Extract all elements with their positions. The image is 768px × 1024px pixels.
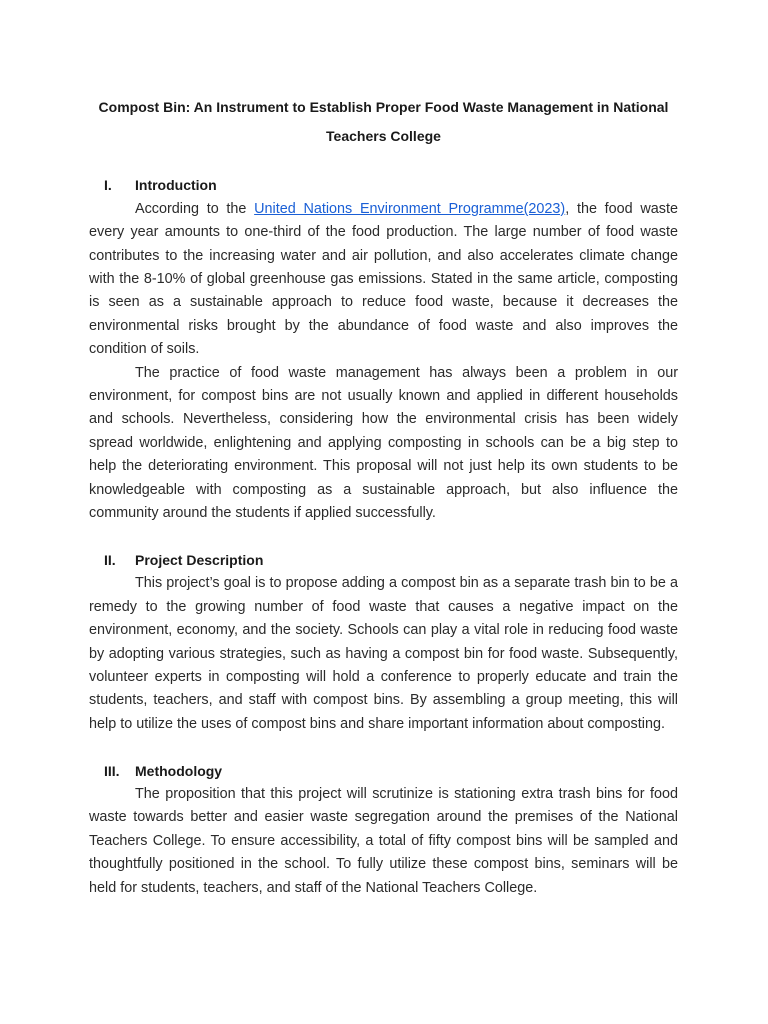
text: , the food waste every year amounts to one-third of the food production. The large number of food waste contributes to the increasing water and air pollution, and also accelerates climate change with the 8-10% of global greenhouse gas emissions. Stated in the same article, composting is seen as a sustainable approach to reduce food waste, because it decreases the environmental risks brought by the abundance of food waste and also improves the condition of soils. xyxy=(89,200,678,358)
section-title: Introduction xyxy=(135,177,217,194)
section-numeral: III. xyxy=(104,762,120,779)
section-heading-introduction xyxy=(89,174,678,197)
section-numeral: I. xyxy=(104,177,112,194)
section-heading-methodology xyxy=(89,760,678,783)
section-title: Methodology xyxy=(135,762,223,779)
intro-paragraph-2: The practice of food waste management has always been a problem in our environment, for compost bins are not usually known and applied in different households and schools. Nevertheless, considering how the environmental crisis has been widely spread worldwide, enlightening and applying composting in schools can be a big step to help the deteriorating environment. This proposal will not just help its own students to be knowledgeable with composting as a sustainable approach, but also influence the community around the students if applied successfully. xyxy=(89,364,678,522)
title-line-1: Compost Bin: An Instrument to Establish Proper Food Waste Management in National xyxy=(98,99,669,115)
section-title: Project Description xyxy=(135,551,264,568)
text: According to the xyxy=(135,200,255,217)
document-page xyxy=(89,93,678,900)
section-numeral: II. xyxy=(104,551,116,568)
project-description-paragraph: This project’s goal is to propose adding a compost bin as a separate trash bin to be a remedy to the growing number of food waste that causes a negative impact on the environment, economy, and the society. Schools can play a vital role in reducing food waste by adopting various strategies, such as having a compost bin for food waste. Subsequently, volunteer experts in composting will hold a conference to properly educate and train the students, teachers, and staff with compost bins. By assembling a group meeting, this will help to utilize the uses of compost bins and share important information about composting. xyxy=(89,575,678,732)
section-heading-project-description xyxy=(89,549,678,572)
methodology-paragraph: The proposition that this project will scrutinize is stationing extra trash bins for food waste towards better and easier waste segregation around the premises of the National Teachers College. To ensure accessibility, a total of fifty compost bins will be sampled and thoughtfully positioned in the school. To fully utilize these compost bins, seminars will be held for students, teachers, and staff of the National Teachers College. xyxy=(89,785,678,896)
unep-link[interactable]: United Nations Environment Programme(2023) xyxy=(254,200,566,217)
title-line-2: Teachers College xyxy=(326,128,441,144)
intro-paragraph-1 xyxy=(89,198,678,362)
document-title xyxy=(89,93,678,151)
